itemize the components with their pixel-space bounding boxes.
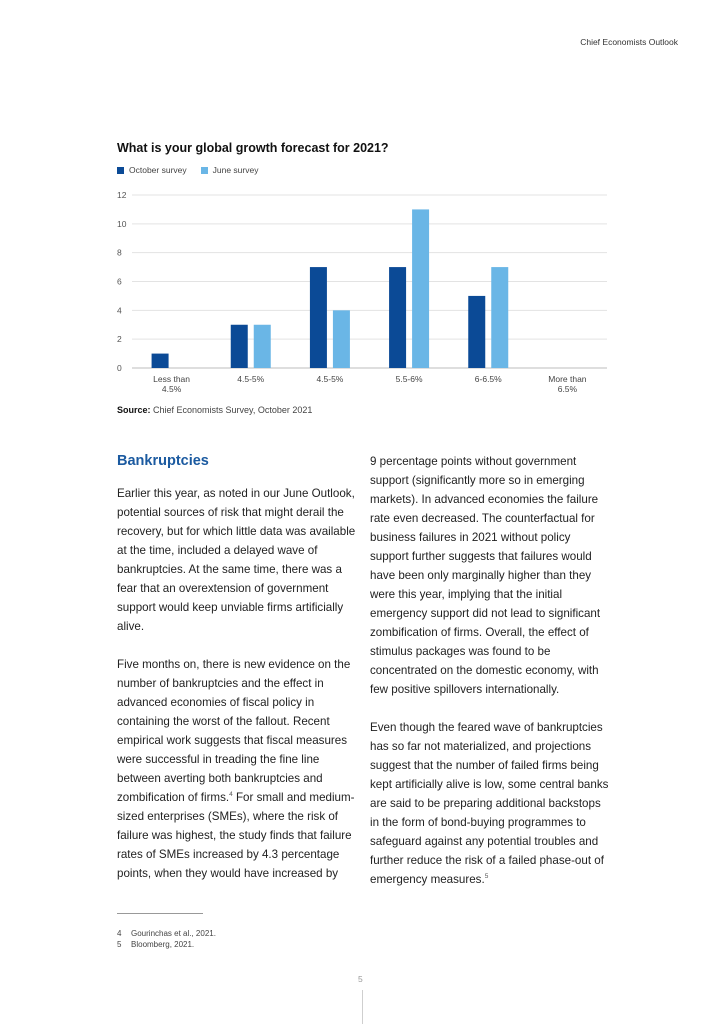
- footnote-text: Gourinchas et al., 2021.: [131, 929, 216, 938]
- page-marker-line: [362, 990, 363, 1024]
- paragraph: 9 percentage points without government support (significantly more so in emerging markets). In advanced economies the failure rate even decreased. The counterfactual for business failures in 2021 without policy support further suggests that failures would have been only marginally higher than they were this year, implying that the initial emergency support did not lead to significant zombification of firms. Overall, the effect of stimulus packages was found to be concentrated on the domestic economy, with few positive spillovers internationally.: [370, 455, 601, 696]
- bar-chart: [0, 0, 724, 420]
- footnote: [117, 939, 216, 950]
- paragraph: [370, 718, 610, 889]
- y-tick-label: 4: [117, 305, 122, 316]
- paragraph-text: For small and medium-sized enterprises (SMEs), where the risk of failure was highest, the study finds that failure rates of SMEs increased by 4.3 percentage points, when they would have increased by: [117, 791, 355, 880]
- x-tick-label: 6.5%: [557, 384, 578, 394]
- chart-source: [117, 405, 312, 415]
- y-tick-label: 10: [117, 218, 127, 229]
- legend-label-june: June survey: [212, 165, 259, 175]
- footnotes: [117, 928, 216, 950]
- right-column: [370, 452, 610, 908]
- bar-october: [389, 267, 406, 368]
- paragraph: [117, 655, 357, 883]
- y-tick-label: 2: [117, 334, 122, 345]
- footnote-number: 5: [117, 940, 122, 949]
- bar-june: [254, 325, 271, 368]
- chart-title: What is your global growth forecast for 2021?: [117, 141, 389, 155]
- x-tick-label: More than: [548, 374, 587, 384]
- bar-october: [231, 325, 248, 368]
- paragraph: Earlier this year, as noted in our June Outlook, potential sources of risk that might derail the recovery, but for which little data was available at the time, included a delayed wave of bankruptcies. At the same time, there was a fear that an overextension of government support would keep unviable firms artificially alive.: [117, 487, 356, 633]
- bar-june: [412, 209, 429, 368]
- footnote-ref: 4: [229, 791, 233, 798]
- x-tick-label: 4.5-5%: [316, 374, 344, 384]
- y-tick-label: 12: [117, 190, 127, 200]
- y-tick-label: 0: [117, 363, 122, 373]
- paragraph-text: Even though the feared wave of bankruptcies has so far not materialized, and projections suggest that the number of failed firms being kept artificially alive is low, some central banks are said to be preparing additional backstops in the form of bond-buying programmes to safeguard against any potential troubles and further reduce the risk of a failed phase-out of emergency measures.: [370, 721, 609, 886]
- y-tick-label: 6: [117, 276, 122, 287]
- page-number: 5: [358, 974, 363, 984]
- bar-october: [468, 296, 485, 368]
- x-tick-label: 5.5-6%: [395, 374, 423, 384]
- bar-june: [491, 267, 508, 368]
- section-heading: Bankruptcies: [117, 453, 209, 469]
- x-tick-label: 6-6.5%: [474, 374, 502, 384]
- x-tick-label: Less than: [153, 374, 191, 384]
- x-tick-label: 4.5-5%: [237, 374, 265, 384]
- x-tick-label: 4.5%: [161, 384, 182, 394]
- footnote-text: Bloomberg, 2021.: [131, 940, 195, 949]
- footnote-divider: [117, 913, 203, 914]
- paragraph-text: Five months on, there is new evidence on the number of bankruptcies and the effect in advanced economies of fiscal policy in containing the worst of the fallout. Recent empirical work suggests that fiscal measures were successful in treading the fine line between averting both bankruptcies and zombification of firms.: [117, 658, 351, 804]
- footnote-number: 4: [117, 929, 122, 938]
- legend-label-october: October survey: [129, 165, 187, 175]
- left-column: [117, 484, 357, 902]
- footnote-ref: 5: [484, 873, 489, 880]
- source-label: Source:: [117, 405, 151, 415]
- source-text: Chief Economists Survey, October 2021: [150, 405, 313, 415]
- bar-october: [152, 354, 169, 368]
- bar-october: [310, 267, 327, 368]
- running-header: Chief Economists Outlook: [580, 37, 678, 47]
- footnote: [117, 928, 216, 939]
- y-tick-label: 8: [117, 247, 122, 258]
- bar-june: [333, 310, 350, 368]
